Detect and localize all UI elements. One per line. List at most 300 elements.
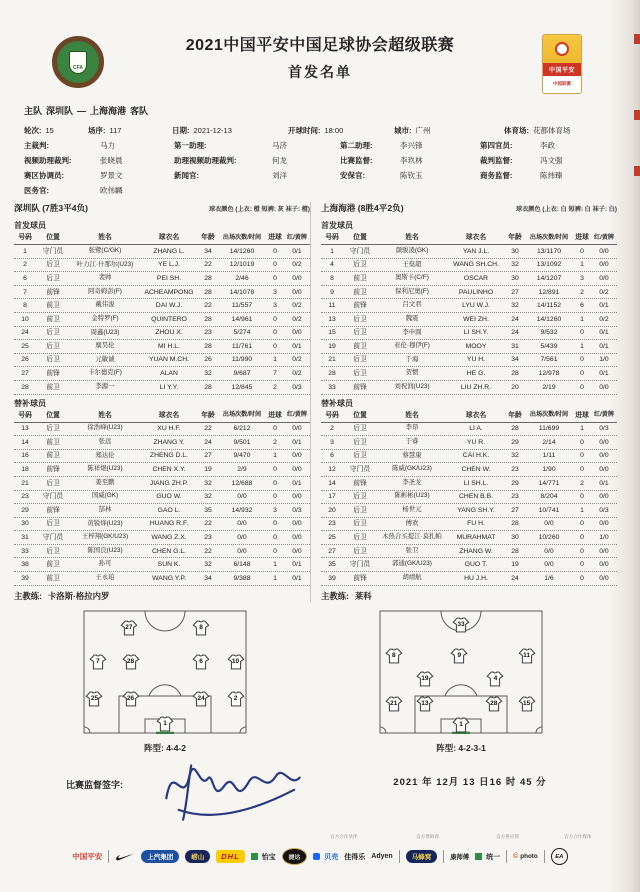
player-jersey-icon [453,717,470,733]
home-team-column [14,202,310,602]
cell-no: 25 [328,534,336,542]
cell-apps: 0/0 [237,547,247,555]
cell-apps: 10/260 [538,534,560,542]
starters-label: 首发球员 [14,221,46,230]
cell-goals: 1 [273,452,277,460]
cell-name: 杨世元 [402,506,422,514]
pingan-badge [542,34,582,94]
info-pair [24,125,88,136]
cell-jersey: GUO T. [464,561,488,569]
cell-name: 刘祝润(U23) [394,382,430,390]
cell-no: 33 [21,547,29,555]
cell-age: 22 [204,520,212,528]
sponsor-label: 捷达 [288,855,301,861]
player-jersey-icon [451,648,468,664]
cell-pos: 后卫 [353,438,367,446]
cell-no: 6 [330,452,334,460]
column-header: 位置 [46,234,60,242]
column-header: 红/黄牌 [287,233,307,241]
player-row [321,245,617,259]
player-row [14,381,310,395]
cell-apps: 0/0 [544,561,554,569]
jersey-number: 10 [231,657,240,665]
cell-name: 于海 [405,355,419,363]
jersey-number: 1 [163,719,167,727]
info-label: 赛区协调员: [24,171,64,180]
cell-no: 19 [328,342,336,350]
cell-apps: 9/687 [233,370,251,378]
cell-jersey: LI SH.Y. [463,329,489,337]
cell-no: 26 [21,356,29,364]
cell-goals: 2 [580,288,584,296]
cell-no: 14 [21,438,29,446]
column-header: 位置 [353,411,367,419]
player-row [321,259,617,273]
info-value: 马济 [272,141,287,150]
cell-cards: 0/0 [292,425,302,433]
jersey-number: 24 [197,694,205,702]
info-pair [394,125,504,136]
player-row [321,518,617,532]
cell-jersey: YUAN M.CH. [148,356,190,364]
column-header: 红/黄牌 [287,411,307,419]
cell-name: 李圣龙 [402,478,422,486]
column-header: 出场次数/时间 [222,411,262,419]
cell-goals: 1 [273,561,277,569]
info-value: 李兴锋 [400,141,423,150]
away-formation-label: 阵型: 4-2-3-1 [436,742,486,753]
player-row [14,504,310,518]
cell-age: 35 [204,506,212,514]
info-pair [504,125,616,136]
sponsor-label: 崂山 [191,854,205,861]
info-pair [172,125,288,136]
player-row [321,354,617,368]
cell-goals: 2 [580,479,584,487]
player-row [14,463,310,477]
player-jersey-icon [193,691,210,707]
nike-swoosh-icon [115,853,135,861]
cell-apps: 6/212 [233,425,251,433]
cell-cards: 0/1 [292,438,302,446]
cell-no: 1 [23,247,27,255]
cell-goals: 0 [580,452,584,460]
cell-jersey: MURAHMAT [456,534,496,542]
info-label: 裁判监督: [480,156,513,165]
copyright-icon: © [513,853,519,860]
cell-pos: 前卫 [46,574,60,582]
cell-no: 23 [21,493,29,501]
player-row [321,299,617,313]
cell-goals: 7 [273,370,277,378]
coach-line: 主教练: 卡洛斯·格拉内罗 [14,590,110,601]
cell-name: 裴帅 [98,274,112,282]
player-row [14,545,310,559]
cell-pos: 后卫 [46,356,60,364]
cell-no: 8 [330,274,334,282]
player-row [14,531,310,545]
player-jersey-icon [385,648,402,664]
cell-jersey: PAULINHO [458,288,494,296]
cell-pos: 后卫 [353,547,367,555]
cell-no: 14 [328,479,336,487]
cell-pos: 后卫 [353,452,367,460]
cell-apps: 1/11 [542,452,556,460]
jersey-number: 26 [126,694,135,702]
cell-cards: 0/1 [599,302,609,310]
cell-no: 2 [330,425,334,433]
cell-apps: 1/6 [544,574,554,582]
cell-jersey: LI Y.Y. [159,383,179,391]
info-value: 张晓晨 [100,156,123,165]
cell-jersey: ZHANG Y. [153,438,185,446]
cell-jersey: LI A. [469,425,483,433]
info-pair [174,155,340,166]
cell-pos: 后卫 [46,342,60,350]
cell-pos: 前卫 [46,561,60,569]
cell-no: 17 [328,493,336,501]
player-jersey-icon [518,648,535,664]
cell-jersey: HUANG R.F. [149,520,189,528]
page-subtitle: 首发名单 [288,64,352,80]
cell-age: 30 [511,534,519,542]
cell-no: 12 [328,466,336,474]
player-row [321,286,617,300]
cell-age: 22 [204,302,212,310]
sponsor-label: EA [555,853,564,860]
cell-jersey: LYU W.J. [462,302,490,310]
info-pair [24,185,174,196]
cell-age: 24 [204,438,212,446]
column-header: 号码 [325,411,339,419]
column-header: 球衣名 [465,411,487,419]
info-pair [480,155,616,166]
cell-jersey: LIU ZH.R. [460,383,492,391]
jersey-number: 28 [490,699,498,707]
cell-cards: 0/2 [292,370,302,378]
cell-no: 27 [328,547,336,555]
cell-pos: 前卫 [353,274,367,282]
cell-pos: 前锋 [353,574,367,582]
cell-pos: 前卫 [46,315,60,323]
jersey-number: 9 [457,651,462,659]
cell-jersey: SUN K. [157,561,181,569]
cell-cards: 0/1 [292,247,302,255]
jersey-number: 25 [90,694,99,702]
cell-pos: 前卫 [46,452,60,460]
cell-goals: 3 [580,274,584,282]
cell-apps: 10/741 [538,506,560,514]
player-jersey-icon [485,696,502,712]
sponsor-logos [0,848,640,865]
cell-name: 贺惯 [405,369,419,377]
cell-name: 保利尼奥(F) [395,287,429,295]
cell-age: 32 [204,479,212,487]
jersey-number: 1 [459,720,463,728]
cell-name: 阿奇姆彭(F) [88,287,122,295]
cell-age: 24 [511,329,519,337]
cell-jersey: ZHANG W. [459,547,493,555]
cell-cards: 0/1 [599,342,609,350]
info-value: 冯文强 [540,156,563,165]
cell-goals: 3 [273,506,277,514]
cell-cards: 0/0 [292,520,302,528]
cell-goals: 0 [580,520,584,528]
info-value: 李政 [540,141,555,150]
cell-name: 姜至鹏 [95,478,115,486]
cell-age: 27 [204,452,212,460]
info-label: 开球时间: [288,125,321,135]
cell-no: 21 [21,479,29,487]
cell-goals: 1 [580,315,584,323]
cell-cards: 0/1 [599,329,609,337]
cell-name: 王燊超 [402,260,422,268]
sponsor-categories [0,834,640,844]
cell-no: 2 [23,261,27,269]
sponsor-divider [443,850,444,863]
cell-pos: 后卫 [353,534,367,542]
player-row [14,491,310,505]
player-row [14,245,310,259]
player-row [321,531,617,545]
cell-pos: 前卫 [353,288,367,296]
cell-cards: 0/0 [599,438,609,446]
cell-jersey: LI SH.L. [463,479,489,487]
player-row [14,558,310,572]
cell-age: 22 [204,547,212,555]
cell-cards: 0/1 [292,479,302,487]
cell-cards: 0/0 [599,561,609,569]
cell-no: 28 [328,370,336,378]
player-row [321,367,617,381]
player-jersey-icon [487,671,504,687]
player-row [14,354,310,368]
cell-cards: 0/0 [599,247,609,255]
cell-cards: 0/0 [292,547,302,555]
cell-apps: 14/1078 [229,288,255,296]
cell-pos: 前卫 [353,342,367,350]
column-header: 球衣名 [465,234,487,242]
info-label: 比赛监督: [340,156,373,165]
cell-age: 31 [511,342,519,350]
table-header [14,232,310,245]
player-row [321,504,617,518]
column-header: 红/黄牌 [594,233,614,241]
cell-cards: 0/1 [292,561,302,569]
cell-name: 张远 [98,438,112,446]
info-value: 陈炜臻 [540,171,563,180]
cell-age: 28 [204,342,212,350]
cell-apps: 0/0 [237,493,247,501]
cell-name: 陈威(GK/U23) [392,465,432,473]
coach-line: 主教练: 莱科 [321,590,372,601]
column-header: 姓名 [405,411,419,419]
pingan-badge-subtext: 中超联赛 [553,80,571,86]
info-pair [24,140,174,151]
cell-cards: 0/0 [292,493,302,501]
cell-apps: 2/9 [237,466,247,474]
player-row [321,436,617,450]
cell-no: 30 [21,520,29,528]
player-row [321,463,617,477]
info-label: 助理视频助理裁判: [174,156,237,165]
player-jersey-icon [89,654,106,670]
cell-apps: 0/0 [237,520,247,528]
cell-cards: 0/2 [599,288,609,296]
cell-jersey: JIANG ZH.P. [149,479,189,487]
cell-pos: 后卫 [353,261,367,269]
table-header [321,410,617,423]
player-row [321,327,617,341]
team-tables [0,198,640,602]
cell-pos: 守门员 [42,493,64,501]
sponsor-label: 马蜂窝 [411,854,432,861]
cell-age: 22 [204,425,212,433]
cell-goals: 0 [580,329,584,337]
info-label: 第二助理: [340,141,373,150]
cell-age: 24 [511,315,519,323]
cell-age: 27 [511,506,519,514]
column-header: 位置 [46,411,60,419]
info-label: 体育场: [504,125,529,135]
cell-goals: 0 [580,370,584,378]
cell-apps: 2/19 [542,383,556,391]
cell-pos: 后卫 [353,506,367,514]
jersey-number: 19 [421,675,429,683]
cell-jersey: ACHEAMPONG [144,288,194,296]
cell-goals: 1 [273,356,277,364]
cell-apps: 14/1260 [229,247,255,255]
cell-apps: 12/978 [538,370,560,378]
cell-goals: 0 [273,425,277,433]
cell-jersey: GUO W. [156,493,182,501]
sponsor-photo-logo [513,853,538,860]
player-row [14,313,310,327]
away-team: 上海海港 [90,106,127,116]
info-value: 18:00 [324,125,344,135]
cell-jersey: YANG SH.Y. [457,506,495,514]
player-jersey-icon [193,620,210,636]
cell-no: 38 [21,561,29,569]
player-row [14,436,310,450]
cell-name: 元敏诚 [95,355,115,363]
home-team: 深圳队 [46,106,74,116]
cell-jersey: ZHENG D.L. [149,452,189,460]
cell-pos: 后卫 [353,315,367,323]
info-label: 第一助理: [174,141,207,150]
sponsor-adyen-logo [371,853,392,860]
team-name: 上海海港 (8胜4平2负) [321,203,404,213]
cell-goals: 0 [273,261,277,269]
info-label: 场序: [88,125,106,135]
player-jersey-icon [453,617,470,633]
cell-goals: 0 [580,383,584,391]
cell-jersey: YAN J.L. [462,247,490,255]
cell-apps: 12/1019 [229,261,255,269]
player-row [321,491,617,505]
cell-pos: 前锋 [46,288,60,296]
dash: — [77,106,87,116]
sponsor-category-label: 官方供应商 [496,834,519,839]
info-value: 马力 [100,141,115,150]
cell-jersey: XU H.F. [157,425,181,433]
cell-pos: 后卫 [46,274,60,282]
cell-name: 叶力江·什那尔(U23) [76,260,134,268]
edge-mark [634,166,640,176]
info-label: 视频助理裁判: [24,156,72,165]
jersey-number: 11 [523,651,531,659]
cell-name: 郭通(GK/U23) [392,560,432,568]
cell-apps: 2/46 [235,274,249,282]
page-title: 2021中国平安中国足球协会超级联赛 [185,37,455,54]
cell-goals: 1 [580,261,584,269]
cell-pos: 后卫 [353,520,367,528]
kit-colors: 球衣颜色 (上衣: 橙 短裤: 灰 袜子: 橙) [208,206,310,213]
player-row [14,327,310,341]
cell-apps: 13/1170 [536,247,562,255]
cell-no: 21 [328,356,336,364]
cell-cards: 0/0 [292,288,302,296]
player-row [14,299,310,313]
cell-goals: 2 [273,383,277,391]
cell-jersey: YU H. [466,356,486,364]
cell-name: 金特罗(F) [91,314,119,322]
cell-pos: 后卫 [46,520,60,528]
player-row [321,558,617,572]
cell-apps: 14/771 [538,479,560,487]
cell-no: 13 [328,315,336,323]
cell-pos: 守门员 [349,466,371,474]
cell-name: 张卫 [405,546,419,554]
cell-apps: 12/891 [538,288,560,296]
player-row [321,572,617,586]
cell-cards: 0/0 [599,520,609,528]
player-jersey-icon [193,654,210,670]
player-jersey-icon [122,691,139,707]
cell-apps: 11/557 [231,302,253,310]
edge-mark [634,110,640,120]
cell-jersey: ZHANG L. [153,247,185,255]
cell-pos: 后卫 [46,479,60,487]
info-value: 欧伟麟 [100,186,123,195]
cell-jersey: CHEN B.B. [459,493,493,501]
info-label: 新闻官: [174,171,199,180]
sponsor-label: 康师傅 [450,854,470,861]
teams-line [0,104,640,117]
column-header: 进球 [575,411,589,419]
cell-jersey: MOOY [465,342,487,350]
cell-goals: 1 [273,574,277,582]
column-header: 出场次数/时间 [529,411,569,419]
cell-apps: 2/14 [542,438,556,446]
cell-name: 傅欢 [405,519,419,527]
cell-apps: 6/148 [233,561,251,569]
cell-age: 20 [511,383,519,391]
cell-name: 李源一 [95,382,115,390]
sponsor-label: Adyen [371,853,393,860]
cell-name: 魏震 [405,314,419,322]
info-value: 广州 [415,125,431,135]
cell-apps: 11/761 [231,342,253,350]
cell-jersey: ALAN [160,370,178,378]
cell-cards: 0/2 [599,315,609,323]
cell-no: 29 [21,506,29,514]
officials-row [24,153,616,168]
cell-no: 31 [21,534,29,542]
cell-cards: 0/0 [292,274,302,282]
sponsor-yibao-logo [251,852,276,862]
cell-cards: 0/3 [599,506,609,514]
